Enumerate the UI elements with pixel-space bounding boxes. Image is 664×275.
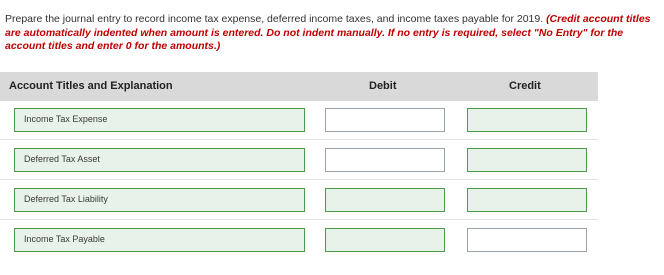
- credit-input[interactable]: [467, 148, 587, 172]
- account-title-select[interactable]: Deferred Tax Asset: [14, 148, 305, 172]
- table-header: [0, 72, 598, 101]
- header-debit: Debit: [369, 80, 397, 92]
- header-account-titles: Account Titles and Explanation: [9, 80, 173, 92]
- row-divider: [0, 179, 598, 180]
- journal-row-4: [0, 228, 598, 254]
- header-credit: Credit: [509, 80, 541, 92]
- debit-input[interactable]: [325, 228, 445, 252]
- journal-row-1: [0, 108, 598, 134]
- account-title-select[interactable]: Deferred Tax Liability: [14, 188, 305, 212]
- row-divider: [0, 139, 598, 140]
- journal-row-2: [0, 148, 598, 174]
- debit-input[interactable]: [325, 148, 445, 172]
- debit-input[interactable]: [325, 188, 445, 212]
- credit-input[interactable]: [467, 108, 587, 132]
- instructions-note: (Credit account titles are automatically indented when amount is entered. Do not indent manually. If no entry is required, select "No Entry" for the account titles and enter 0 for the amounts.): [5, 13, 651, 52]
- instructions: [5, 13, 660, 54]
- credit-input[interactable]: [467, 228, 587, 252]
- account-title-select[interactable]: Income Tax Payable: [14, 228, 305, 252]
- debit-input[interactable]: [325, 108, 445, 132]
- row-divider: [0, 219, 598, 220]
- journal-row-3: [0, 188, 598, 214]
- account-title-select[interactable]: Income Tax Expense: [14, 108, 305, 132]
- instructions-main: Prepare the journal entry to record income tax expense, deferred income taxes, and income taxes payable for 2019.: [5, 13, 544, 25]
- credit-input[interactable]: [467, 188, 587, 212]
